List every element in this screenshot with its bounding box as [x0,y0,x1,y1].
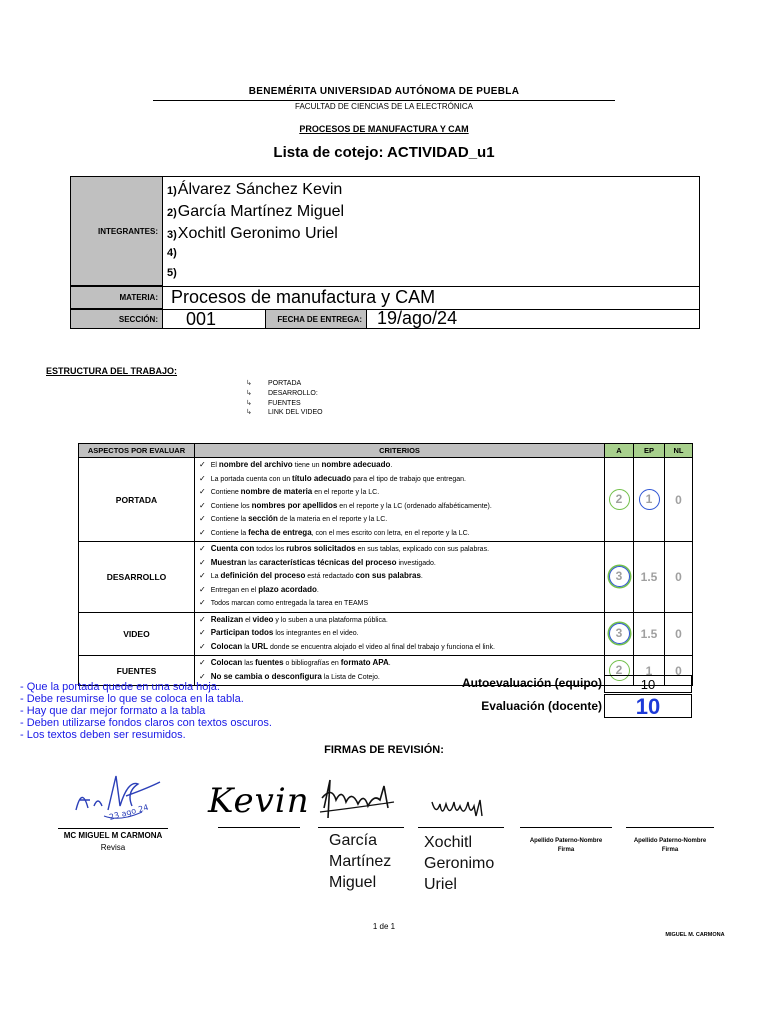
student-2-name: García Martínez Miguel [329,832,392,891]
blank-sig-label-2: Apellido Paterno-Nombre Firma [633,838,707,853]
evaluacion-docente-value: 10 [604,694,692,718]
arrow-icon: ↳ [246,390,252,397]
circle-mark: 3 [609,566,630,587]
svg-text:23 ago 24: 23 ago 24 [108,802,150,822]
member-name: Xochitl Geronimo Uriel [177,225,338,242]
estructura-title: ESTRUCTURA DEL TRABAJO: [46,366,178,376]
check-icon: ✓ [199,460,206,469]
check-icon: ✓ [199,473,206,483]
check-icon: ✓ [199,557,206,567]
estructura-item-label: PORTADA [268,380,302,387]
seccion-value: 001 [186,309,217,329]
footer-author: MIGUEL M. CARMONA [665,932,725,938]
score-nl: 0 [665,656,693,686]
student-1-signature: Kevin [208,781,310,821]
estructura-item [246,379,301,387]
member-4 [167,247,178,259]
note-line: - Los textos deben ser resumidos. [20,729,186,741]
rubric-header-row [79,444,693,458]
document-title: Lista de cotejo: ACTIVIDAD_u1 [273,144,495,161]
teacher-name: MC MIGUEL M CARMONA [63,831,163,840]
aspect-video: VIDEO [79,612,195,656]
member-number: 2) [167,207,177,219]
criterion: ✓ Colocan la URL donde se encuentra alojado el video al final del trabajo y funciona el link. [199,641,495,651]
student-1-sig-line [218,827,300,828]
score-nl: 0 [665,612,693,656]
criteria-list [195,542,605,613]
arrow-icon: ↳ [246,409,252,416]
materia-value: Procesos de manufactura y CAM [171,287,436,307]
check-icon: ✓ [199,628,206,637]
criterion: ✓ La definición del proceso está redactado con sus palabras. [199,571,423,580]
criterion: ✓ Participan todos los integrantes en el video. [199,628,359,637]
criterion: ✓ Cuenta con todos los rubros solicitados en sus tablas, explicado con sus palabras. [199,544,490,553]
student-2-sig-line [318,827,404,828]
criteria-list [195,612,605,656]
check-icon: ✓ [199,487,206,496]
header-aspectos: ASPECTOS POR EVALUAR [79,444,195,458]
check-icon: ✓ [199,571,206,580]
blank-sig-label-1: Apellido Paterno-Nombre Firma [529,838,603,853]
check-icon: ✓ [199,598,206,607]
criterion: ✓ La portada cuenta con un título adecuado para el tipo de trabajo que entregan. [199,473,466,483]
aspect-fuentes: FUENTES [79,656,195,686]
fecha-label: FECHA DE ENTREGA: [265,309,367,329]
autoevaluacion-label: Autoevaluación (equipo) [461,676,602,690]
header-nl: NL [665,444,693,458]
check-icon: ✓ [199,514,206,523]
note-line: - Debe resumirse lo que se coloca en la tabla. [20,693,244,705]
score-ep: 1 [634,656,665,686]
criterion: ✓ Contiene nombre de materia en el reporte y la LC. [199,487,380,496]
member-number: 3) [167,229,177,241]
course-name: PROCESOS DE MANUFACTURA Y CAM [299,124,469,134]
member-number: 4) [167,247,177,259]
score-ep: 1.5 [634,612,665,656]
estructura-item [246,408,323,416]
check-icon: ✓ [199,544,206,553]
member-name: Álvarez Sánchez Kevin [177,181,343,198]
circle-mark: 2 [609,489,630,510]
score-nl: 0 [665,458,693,542]
estructura-item [246,389,318,397]
page-number: 1 de 1 [372,922,396,931]
criterion: ✓ Contiene los nombres por apellidos en el reporte y la LC (ordenado alfabéticamente). [199,500,492,510]
check-icon: ✓ [199,527,206,537]
criterion: ✓ Contiene la sección de la materia en el reporte y la LC. [199,514,388,523]
estructura-item-label: LINK DEL VIDEO [268,409,323,416]
autoevaluacion-value: 10 [604,675,692,693]
criterion: ✓ Colocan las fuentes o bibliografías en formato APA. [199,658,391,667]
member-number: 5) [167,267,177,279]
table-row [79,458,693,542]
fecha-value: 19/ago/24 [377,308,458,328]
circle-mark: 3 [609,623,630,644]
score-nl: 0 [665,542,693,613]
score-a [605,542,634,613]
note-line: - Que la portada quede en una sola hoja. [20,681,220,693]
table-row [79,612,693,656]
criterion: ✓ Contiene la fecha de entrega, con el mes escrito con letra, en el reporte y la LC. [199,527,470,537]
estructura-item [246,399,301,407]
rubric-table [78,443,693,686]
criterion: ✓ El nombre del archivo tiene un nombre adecuado. [199,460,393,469]
seccion-label: SECCIÓN: [70,309,163,329]
student-3-signature [430,796,486,822]
check-icon: ✓ [199,658,206,667]
arrow-icon: ↳ [246,380,252,387]
score-ep: 1.5 [634,542,665,613]
teacher-sig-line [58,828,168,829]
aspect-portada: PORTADA [79,458,195,542]
criterion: ✓ Todos marcan como entregada la tarea en TEAMS [199,598,369,607]
check-icon: ✓ [199,614,206,624]
materia-label: MATERIA: [70,286,163,309]
firmas-title: FIRMAS DE REVISIÓN: [324,744,444,756]
member-3 [167,225,338,243]
check-icon: ✓ [199,671,206,681]
criterion: ✓ Entregan en el plazo acordado. [199,584,319,594]
circle-mark: 2 [609,660,630,681]
table-row [79,542,693,613]
header-rule [153,100,615,101]
score-a [605,458,634,542]
member-2 [167,203,344,221]
score-a [605,612,634,656]
circle-mark: 1 [639,489,660,510]
criterion: ✓ Realizan el video y lo suben a una plataforma pública. [199,614,388,624]
student-2-signature [318,778,398,824]
note-line: - Deben utilizarse fondos claros con textos oscuros. [20,717,272,729]
blank-sig-line-1 [520,827,612,828]
header-criterios: CRITERIOS [195,444,605,458]
header-a: A [605,444,634,458]
criterion: ✓ Muestran las características técnicas del proceso investigado. [199,557,436,567]
criterion: ✓ No se cambia o desconfigura la Lista de Cotejo. [199,671,380,681]
estructura-item-label: FUENTES [268,400,301,407]
member-name: García Martínez Miguel [177,203,345,220]
estructura-item-label: DESARROLLO: [268,390,318,397]
member-1 [167,181,342,199]
teacher-role: Revisa [100,843,126,852]
teacher-signature [68,766,164,826]
student-3-sig-line [418,827,504,828]
criteria-list [195,458,605,542]
blank-sig-line-2 [626,827,714,828]
student-3-name: Xochitl Geronimo Uriel [424,834,495,893]
score-ep [634,458,665,542]
check-icon: ✓ [199,500,206,510]
evaluacion-docente-label: Evaluación (docente) [481,699,602,713]
check-icon: ✓ [199,584,206,594]
integrantes-label: INTEGRANTES: [70,176,163,286]
arrow-icon: ↳ [246,400,252,407]
note-line: - Hay que dar mejor formato a la tabla [20,705,206,717]
faculty-name: FACULTAD DE CIENCIAS DE LA ELECTRÓNICA [295,102,473,111]
university-name: BENEMÉRITA UNIVERSIDAD AUTÓNOMA DE PUEBLA [248,86,520,97]
aspect-desarrollo: DESARROLLO [79,542,195,613]
check-icon: ✓ [199,641,206,651]
member-5 [167,267,178,279]
member-number: 1) [167,185,177,197]
header-ep: EP [634,444,665,458]
